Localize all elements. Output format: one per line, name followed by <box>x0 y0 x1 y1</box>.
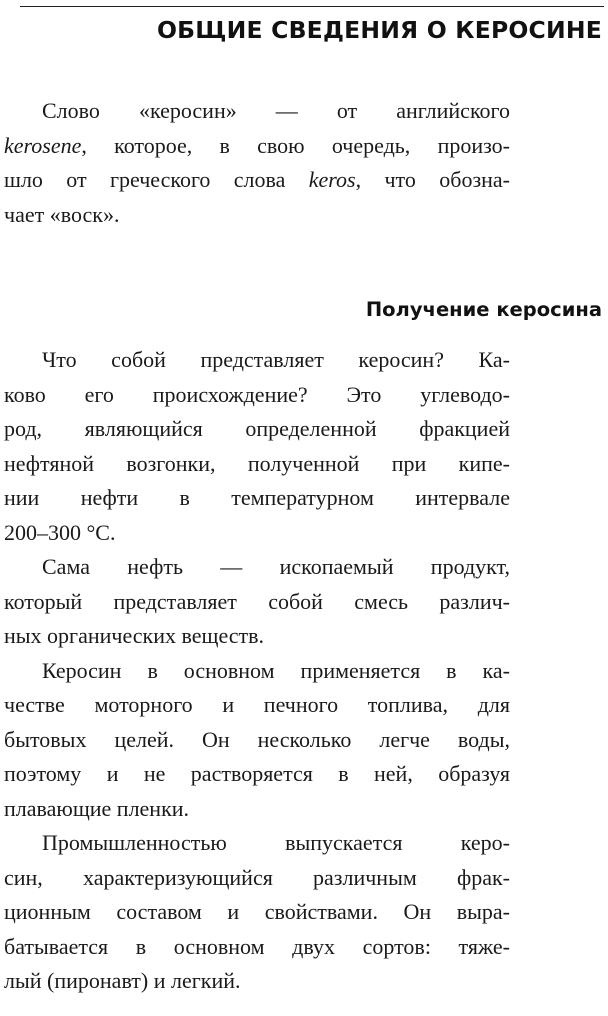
paragraph-line: род, являющийся определенной фракцией <box>4 416 510 441</box>
paragraph-line: батывается в основном двух сортов: тяже- <box>4 933 510 959</box>
paragraph-line: честве моторного и печного топлива, для <box>4 692 510 717</box>
paragraph-line: лый (пиронавт) и легкий. <box>4 968 241 993</box>
paragraph-line: который представляет собой смесь различ- <box>4 588 510 614</box>
paragraph-line: син, характеризующийся различным фрак- <box>4 864 510 890</box>
paragraph-line: 200–300 °С. <box>4 519 116 545</box>
intro-term-keros: keros <box>308 167 356 192</box>
intro-line-3-pre: шло от греческого слова <box>4 167 309 192</box>
paragraph-line: Сама нефть — ископаемый продукт, <box>42 554 510 579</box>
paragraph-4 <box>4 826 510 999</box>
intro-line-2-rest: , которое, в свою очередь, произо- <box>81 132 510 158</box>
intro-line-2 <box>4 129 510 164</box>
paragraph-line: плавающие пленки. <box>4 795 190 821</box>
paragraph-line: поэтому и не растворяется в ней, образуя <box>4 761 510 786</box>
body-text <box>4 343 510 999</box>
intro-line-3 <box>4 163 510 198</box>
paragraph-line: ционным составом и свойствами. Он выра- <box>4 899 510 924</box>
paragraph-2 <box>4 550 510 654</box>
paragraph-line: нии нефти в температурном интервале <box>4 485 510 510</box>
paragraph-3 <box>4 654 510 827</box>
paragraph-line: Керосин в основном применяется в ка- <box>42 657 510 683</box>
header-rule <box>20 6 604 7</box>
intro-line-3-post: , что обозна- <box>355 167 511 192</box>
intro-line-4: чает «воск». <box>4 201 120 227</box>
intro-term-kerosene: kerosene <box>4 132 82 158</box>
paragraph-line: бытовых целей. Он несколько легче воды, <box>4 726 510 752</box>
intro-paragraph <box>4 94 510 232</box>
paragraph-line: Промышленностью выпускается керо- <box>42 830 510 855</box>
paragraph-1 <box>4 343 510 550</box>
chapter-title: ОБЩИЕ СВЕДЕНИЯ О КЕРОСИНЕ <box>156 16 602 44</box>
paragraph-line: ных органических веществ. <box>4 623 265 648</box>
section-heading: Получение керосина <box>365 298 602 321</box>
paragraph-line: Что собой представляет керосин? Ка- <box>42 347 510 372</box>
paragraph-line: ково его происхождение? Это углеводо- <box>4 381 510 407</box>
intro-line-1: Слово «керосин» — от английского <box>42 98 510 123</box>
paragraph-line: нефтяной возгонки, полученной при кипе- <box>4 450 510 476</box>
